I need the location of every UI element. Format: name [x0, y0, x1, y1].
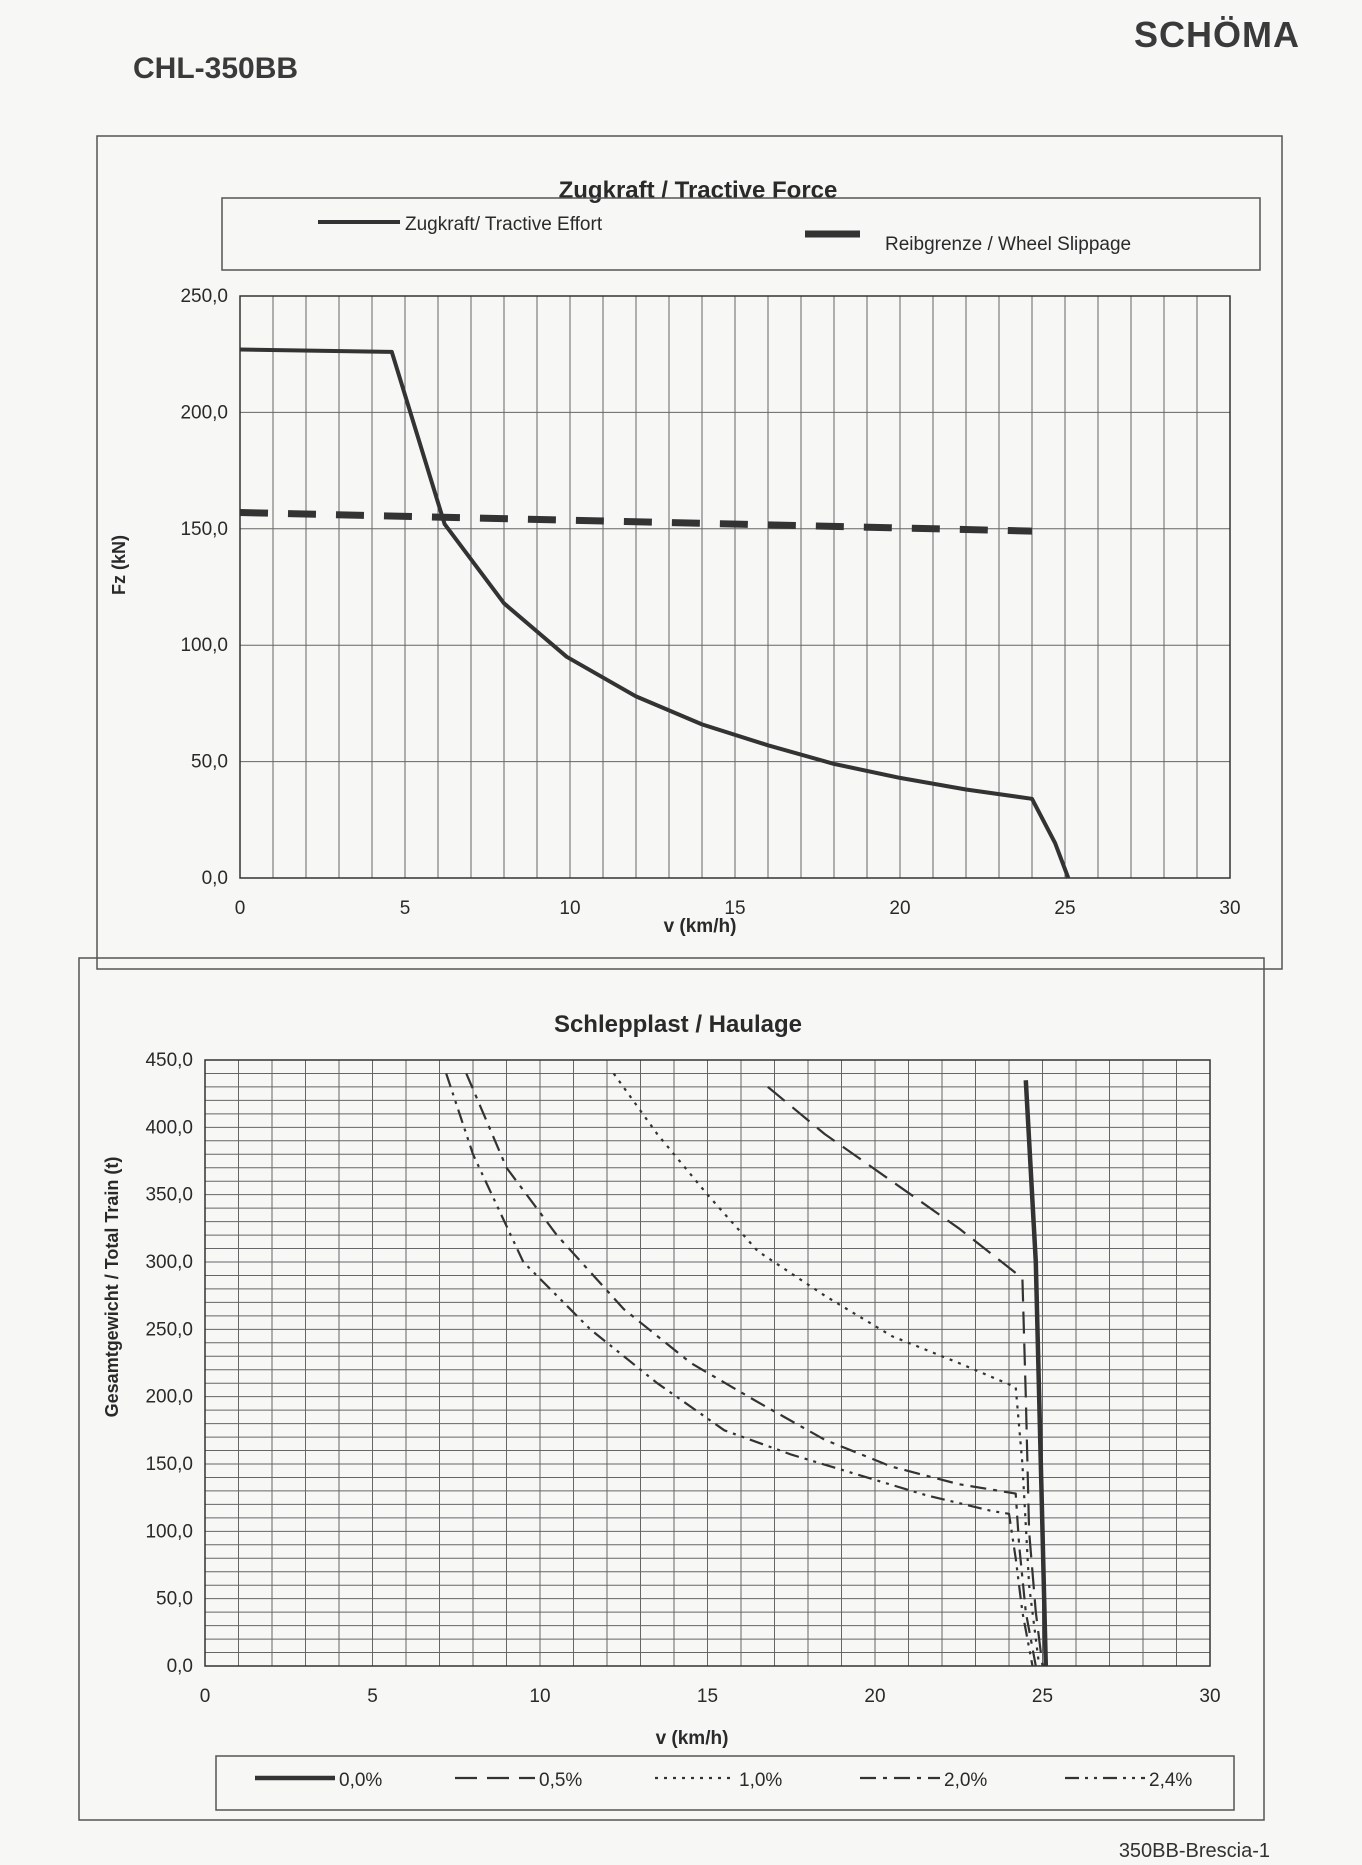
x-tick-label: 30 — [1219, 898, 1241, 919]
series-line-1 — [768, 1087, 1043, 1666]
haulage-ylabel: Gesamtgewicht / Total Train (t) — [102, 1156, 122, 1418]
y-tick-label: 100,0 — [145, 1521, 193, 1543]
tractive-force-xlabel: v (km/h) — [663, 916, 737, 937]
y-tick-label: 400,0 — [145, 1117, 193, 1139]
y-tick-label: 150,0 — [145, 1454, 193, 1475]
legend-label-wheel-slippage: Reibgrenze / Wheel Slippage — [885, 234, 1132, 255]
haulage-plot — [145, 1050, 1220, 1707]
x-tick-label: 20 — [889, 898, 911, 919]
page-footer: 350BB-Brescia-1 — [1118, 1840, 1270, 1862]
y-tick-label: 150,0 — [180, 518, 228, 540]
legend-label-2: 1,0% — [739, 1770, 783, 1791]
x-tick-label: 25 — [1031, 1686, 1054, 1707]
legend-label-tractive-effort: Zugkraft/ Tractive Effort — [405, 214, 603, 235]
y-tick-label: 300,0 — [145, 1252, 193, 1273]
tractive-force-title: Zugkraft / Tractive Force — [558, 177, 838, 204]
x-tick-label: 15 — [724, 898, 746, 919]
y-tick-label: 50,0 — [156, 1588, 193, 1610]
x-tick-label: 30 — [1199, 1686, 1221, 1707]
x-tick-label: 5 — [367, 1686, 378, 1707]
y-tick-label: 250,0 — [180, 286, 228, 307]
legend-label-0: 0,0% — [339, 1770, 383, 1791]
legend-label-3: 2,0% — [944, 1770, 988, 1791]
x-tick-label: 25 — [1054, 898, 1076, 919]
y-tick-label: 450,0 — [145, 1050, 193, 1071]
legend-label-4: 2,4% — [1149, 1770, 1193, 1791]
y-tick-label: 200,0 — [180, 402, 228, 424]
y-tick-label: 0,0 — [166, 1656, 193, 1677]
haulage-xlabel: v (km/h) — [655, 1728, 729, 1749]
x-tick-label: 20 — [864, 1686, 886, 1707]
tractive-force-ylabel: Fz (kN) — [109, 535, 129, 595]
y-tick-label: 50,0 — [191, 751, 228, 773]
tractive-force-frame — [97, 136, 1282, 969]
x-tick-label: 10 — [529, 1686, 551, 1707]
haulage-title: Schlepplast / Haulage — [553, 1011, 803, 1038]
x-tick-label: 15 — [696, 1686, 719, 1707]
haulage-legend-items — [255, 1770, 1192, 1791]
x-tick-label: 5 — [399, 898, 411, 919]
y-tick-label: 200,0 — [145, 1386, 193, 1408]
brand-name: SCHÖMA — [1134, 14, 1300, 55]
x-tick-label: 10 — [559, 898, 581, 919]
series-line-0 — [240, 350, 1068, 879]
x-tick-label: 0 — [234, 898, 246, 919]
y-tick-label: 250,0 — [145, 1319, 193, 1341]
legend-label-1: 0,5% — [539, 1770, 583, 1791]
y-tick-label: 350,0 — [145, 1184, 193, 1206]
y-tick-label: 100,0 — [180, 635, 228, 657]
tractive-force-plot — [180, 286, 1240, 919]
model-name: CHL-350BB — [133, 52, 299, 85]
x-tick-label: 0 — [199, 1686, 211, 1707]
y-tick-label: 0,0 — [201, 868, 228, 889]
